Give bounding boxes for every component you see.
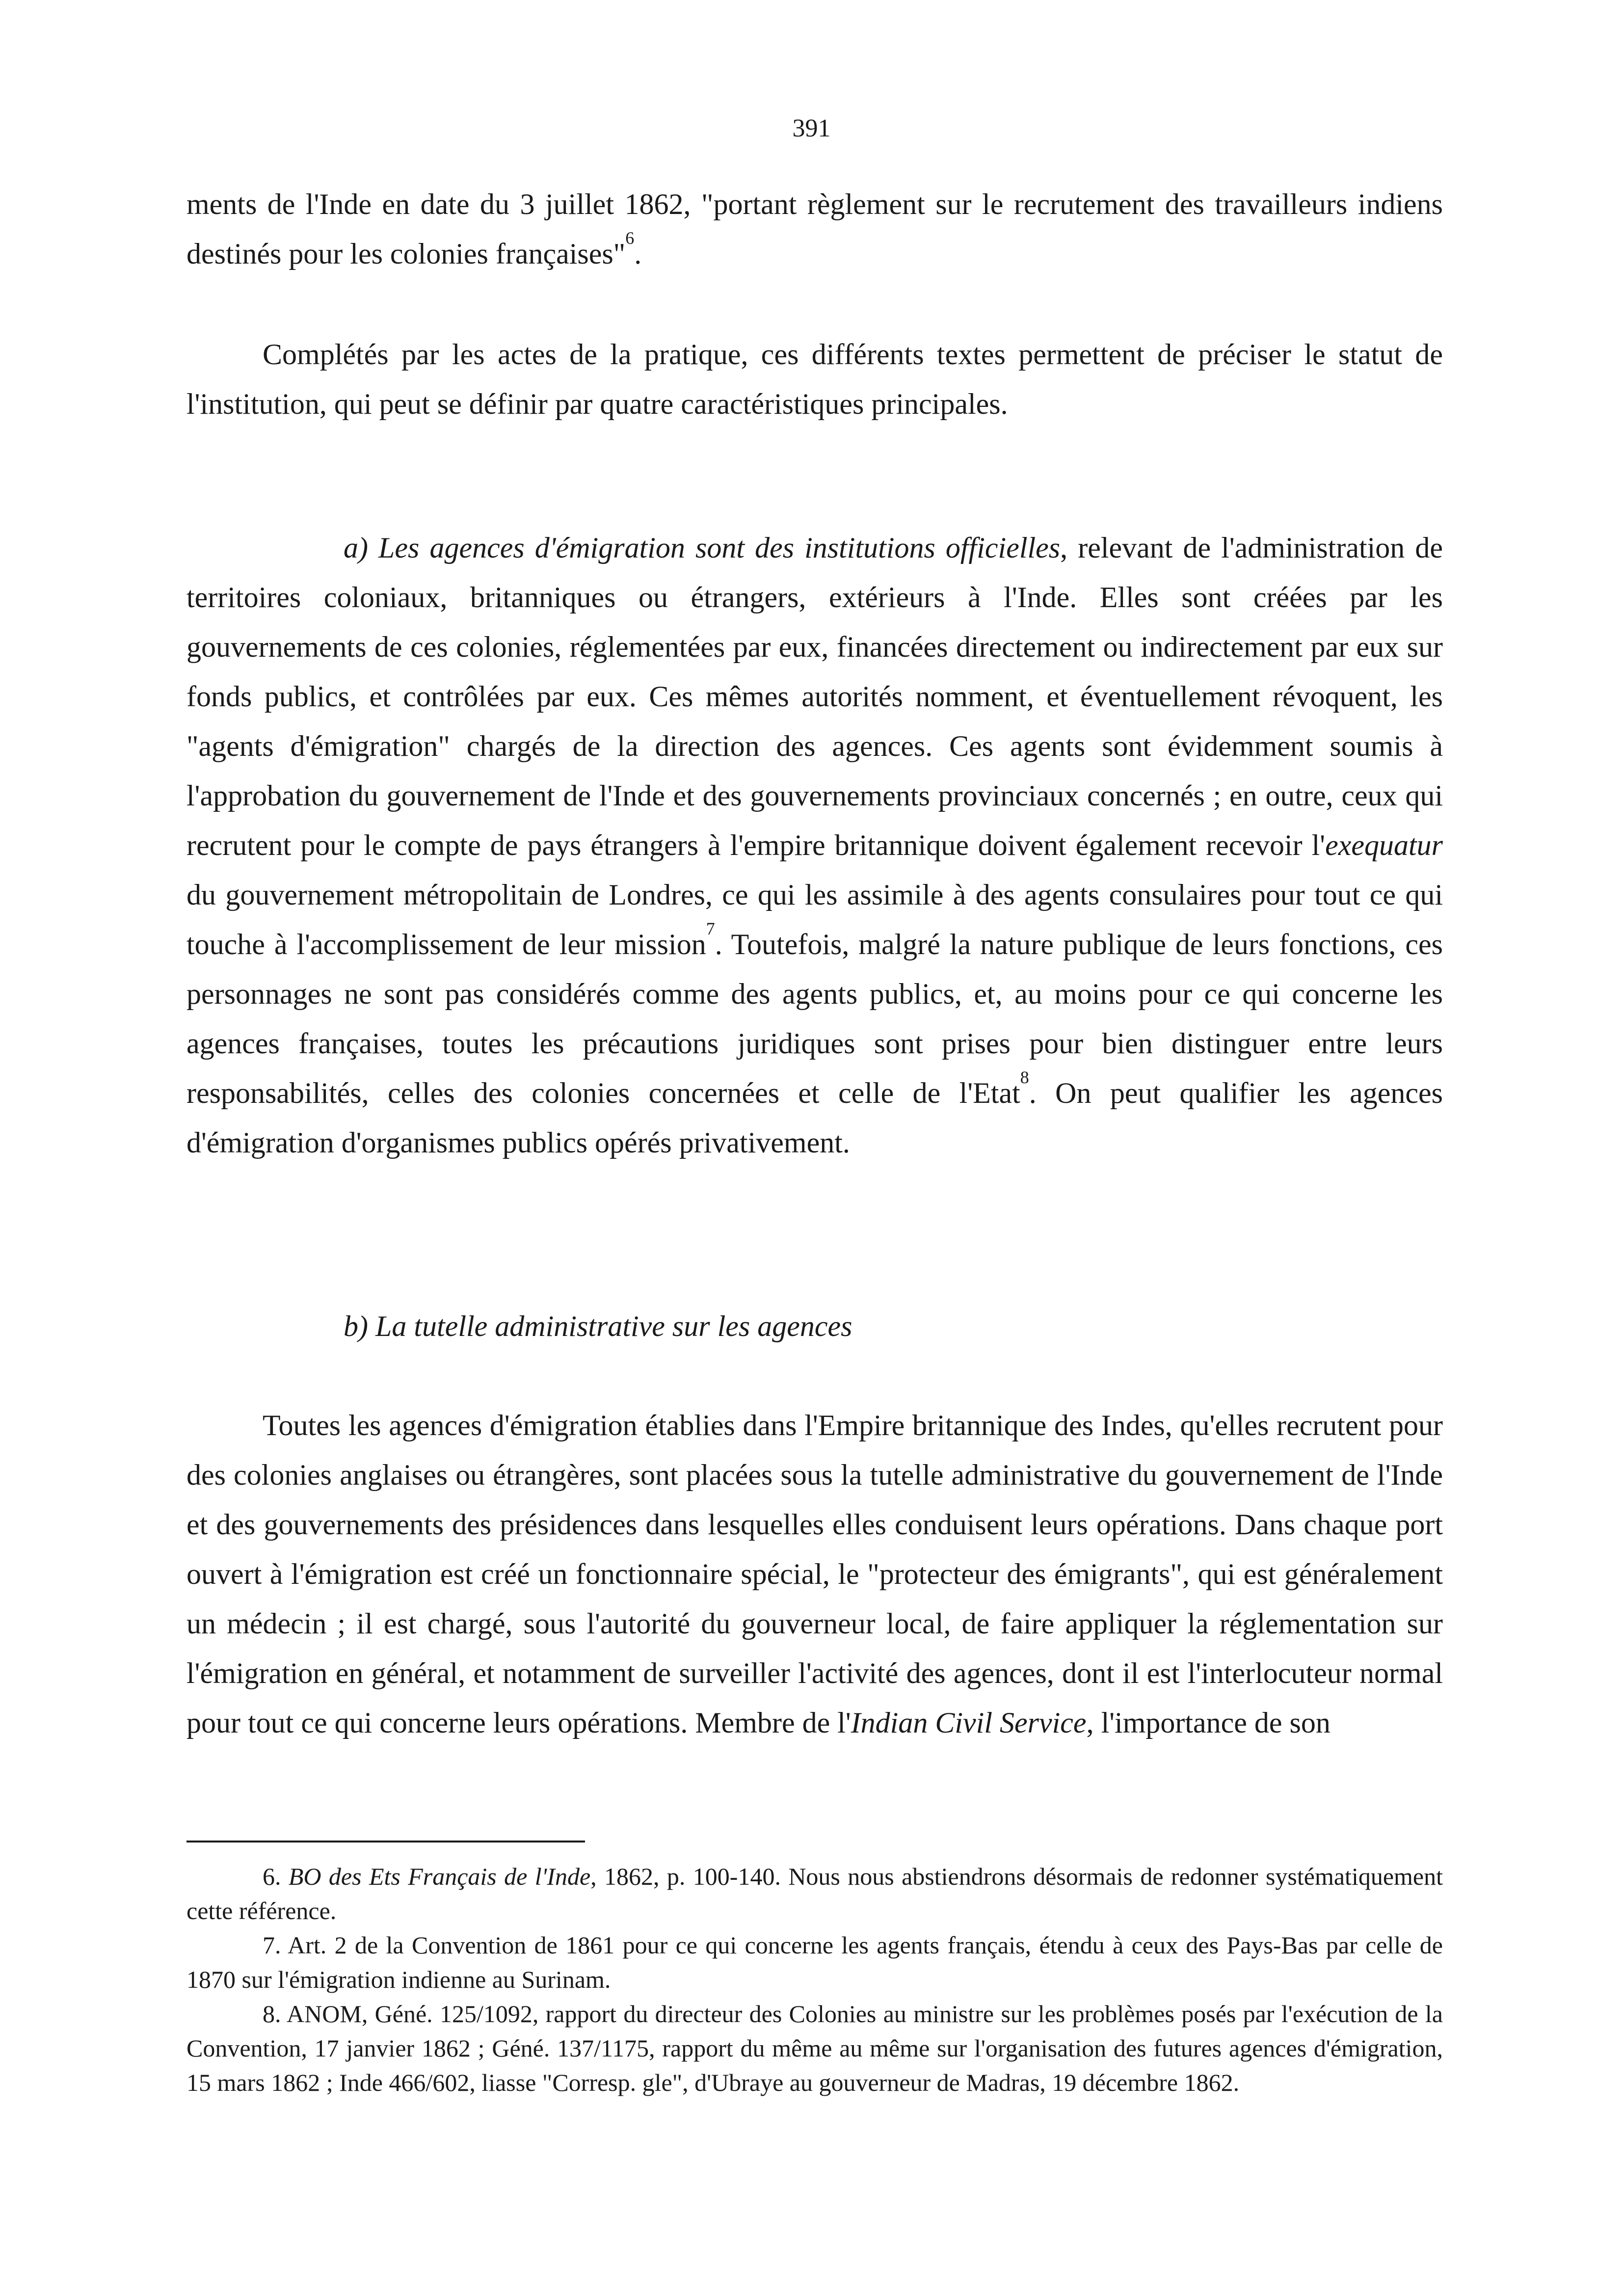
page-number: 391 (792, 114, 831, 142)
footnote-ref-6[interactable]: 6 (625, 228, 635, 248)
footnote-ref-8[interactable]: 8 (1020, 1068, 1029, 1087)
paragraph-text: , l'importance de son (1086, 1707, 1330, 1739)
paragraph-text: . Toutefois, malgré la nature publique de leurs fonctions, ces personnages ne sont pas considérés comme des agents publics, et, au moins pour ce qui concerne les agences françaises, toutes les précautions juridiques sont prises pour bien distinguer entre leurs responsabilités, celles des colonies concernées et celle de l'Etat (186, 928, 1443, 1109)
footnotes (186, 1859, 1443, 2100)
paragraph-complete: Complétés par les actes de la pratique, ces différents textes permettent de préciser le statut de l'institution, qui peut se définir par quatre caractéristiques principales. (186, 338, 1443, 420)
paragraph-text: . On peut qualifier les agences d'émigration d'organismes publics opérés privativement. (186, 1077, 1443, 1159)
footnote-text: , 1862, p. 100-140. Nous nous abstiendrons désormais de redonner systématiquement cette référence. (186, 1863, 1443, 1924)
footnote-source-title: BO des Ets Français de l'Inde (288, 1863, 591, 1890)
paragraph-text: Toutes les agences d'émigration établies dans l'Empire britannique des Indes, qu'elles recrutent pour des colonies anglaises ou étrangères, sont placées sous la tutelle administrative du gouvernement de l'Inde et des gouvernements des présidences dans lesquelles elles conduisent leurs opérations. Dans chaque port ouvert à l'émigration est créé un fonctionnaire spécial, le "protecteur des émigrants", qui est généralement un médecin ; il est chargé, sous l'autorité du gouverneur local, de faire appliquer la réglementation sur l'émigration en général, et notamment de surveiller l'activité des agences, dont il est l'interlocuteur normal pour tout ce qui concerne leurs opérations. Membre de l' (186, 1409, 1443, 1739)
paragraph-continuation (186, 180, 1443, 279)
paragraph-text: ments de l'Inde en date du 3 juillet 1862, "portant règlement sur le recrutement des travailleurs indiens destinés pour les colonies françaises" (186, 188, 1443, 270)
footnote-7: 7. Art. 2 de la Convention de 1861 pour ce qui concerne les agents français, étendu à ceux des Pays-Bas par celle de 1870 sur l'émigration indienne au Surinam. (186, 1931, 1443, 1993)
paragraph-text: du gouvernement métropolitain de Londres, ce qui les assimile à des agents consulaires pour tout ce qui touche à l'accomplissement de leur mission (186, 879, 1443, 961)
section-a-heading: a) Les agences d'émigration sont des institutions officielles (344, 532, 1061, 564)
footnote-separator (186, 1841, 585, 1842)
section-a-paragraph (186, 523, 1443, 1168)
footnote-8: 8. ANOM, Géné. 125/1092, rapport du directeur des Colonies au ministre sur les problèmes posés par l'exécution de la Convention, 17 janvier 1862 ; Géné. 137/1175, rapport du même au même sur l'organisation des futures agences d'émigration, 15 mars 1862 ; Inde 466/602, liasse "Corresp. gle", d'Ubraye au gouverneur de Madras, 19 décembre 1862. (186, 2000, 1443, 2096)
footnote-6 (186, 1859, 1443, 1928)
italic-term-exequatur: exequatur (1325, 829, 1443, 861)
section-b-heading: b) La tutelle administrative sur les agences (344, 1310, 852, 1342)
footnote-ref-7[interactable]: 7 (706, 919, 715, 938)
section-b-paragraph (186, 1401, 1443, 1748)
paragraph-text-end: . (634, 238, 642, 270)
footnote-number: 6. (263, 1863, 289, 1890)
paragraph-text: , relevant de l'administration de territoires coloniaux, britanniques ou étrangers, extérieurs à l'Inde. Elles sont créées par les gouvernements de ces colonies, réglementées par eux, financées directement ou indirectement par eux sur fonds publics, et contrôlées par eux. Ces mêmes autorités nomment, et éventuellement révoquent, les "agents d'émigration" chargés de la direction des agences. Ces agents sont évidemment soumis à l'approbation du gouvernement de l'Inde et des gouvernements provinciaux concernés ; en outre, ceux qui recrutent pour le compte de pays étrangers à l'empire britannique doivent également recevoir l' (186, 532, 1443, 861)
italic-term-ics: Indian Civil Service (851, 1707, 1087, 1739)
